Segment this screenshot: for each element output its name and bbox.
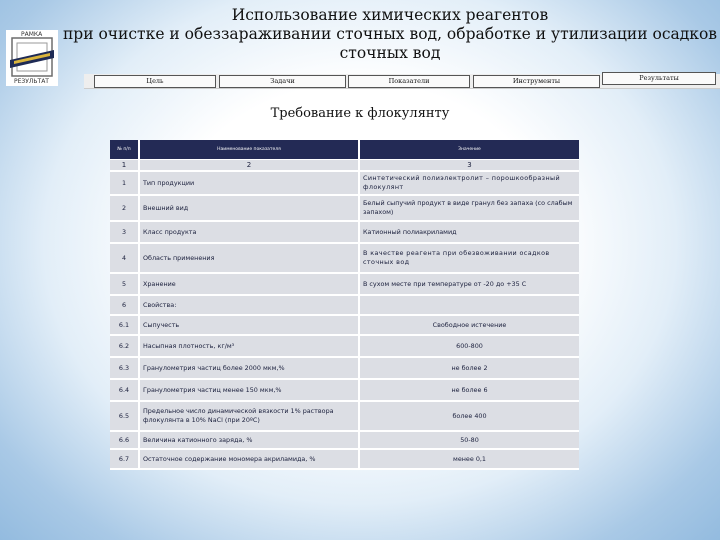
row-value: Синтетический полиэлектролит – порошкообразный флокулянт: [363, 174, 561, 191]
table-colnum-row: [110, 160, 579, 172]
row-num: 6.7: [110, 450, 140, 468]
row-name: Внешний вид: [140, 196, 360, 220]
row-name: Остаточное содержание мономера акриламида, %: [140, 450, 360, 468]
nav-goal-button[interactable]: Цель: [94, 75, 216, 88]
row-name: Хранение: [140, 274, 360, 294]
row-name: Гранулометрия частиц более 2000 мкм,%: [140, 358, 360, 378]
row-num: 6: [110, 296, 140, 314]
row-name: Предельное число динамической вязкости 1% раствора флокулянта в 10% NaCl (при 20ºС): [140, 402, 360, 430]
row-num: 5: [110, 274, 140, 294]
table-row: [110, 274, 579, 296]
table-row: [110, 316, 579, 336]
nav-indicators-button[interactable]: Показатели: [348, 75, 470, 88]
logo-top-text: РАМКА: [21, 31, 43, 38]
row-num: 1: [110, 172, 140, 194]
nav-results-button[interactable]: Результаты: [602, 72, 716, 85]
table-row: [110, 196, 579, 222]
section-title: Требование к флокулянту: [270, 106, 450, 121]
table-row: [110, 172, 579, 196]
nav-bar: [84, 74, 720, 89]
title-line-1: Использование химических реагентов: [231, 6, 549, 24]
row-value: В сухом месте при температуре от -20 до +35 С: [363, 279, 527, 288]
row-value: Белый сыпучий продукт в виде гранул без запаха (со слабым запахом): [363, 199, 573, 216]
logo-bottom-text: РЕЗУЛЬТАТ: [14, 78, 49, 85]
header-num: № п/п: [110, 140, 140, 159]
header-value: Значение: [458, 147, 481, 152]
row-num: 6.1: [110, 316, 140, 334]
row-value: более 400: [452, 411, 487, 420]
row-num: 6.5: [110, 402, 140, 430]
row-value: 50-80: [460, 435, 479, 444]
row-value: не более 2: [451, 363, 488, 372]
nav-tools-button[interactable]: Инструменты: [473, 75, 600, 88]
table-row: [110, 296, 579, 316]
row-name: Сыпучесть: [140, 316, 360, 334]
frame-result-logo: [6, 30, 58, 86]
row-num: 2: [110, 196, 140, 220]
table-header-row: [110, 140, 579, 160]
table-row: [110, 222, 579, 244]
colnum-1: 1: [110, 160, 140, 170]
colnum-3: 3: [467, 160, 472, 169]
row-name: Свойства:: [140, 296, 360, 314]
page-title: [60, 6, 720, 63]
colnum-2: 2: [140, 160, 360, 170]
row-num: 6.2: [110, 336, 140, 356]
row-value: [360, 296, 579, 314]
table-row: [110, 450, 579, 470]
row-num: 6.6: [110, 432, 140, 448]
row-name: Область применения: [140, 244, 360, 272]
row-name: Тип продукции: [140, 172, 360, 194]
requirements-table: [110, 140, 579, 470]
nav-tasks-button[interactable]: Задачи: [219, 75, 346, 88]
header-name: Наименование показателя: [140, 140, 360, 159]
row-value: не более 6: [451, 385, 488, 394]
row-name: Насыпная плотность, кг/м³: [140, 336, 360, 356]
title-line-3: сточных вод: [339, 44, 441, 62]
table-row: [110, 402, 579, 432]
row-num: 6.4: [110, 380, 140, 400]
row-name: Величина катионного заряда, %: [140, 432, 360, 448]
table-row: [110, 380, 579, 402]
row-num: 4: [110, 244, 140, 272]
row-name: Гранулометрия частиц менее 150 мкм,%: [140, 380, 360, 400]
row-value: Свободное истечение: [432, 320, 507, 329]
row-value: 600-800: [456, 341, 483, 350]
table-row: [110, 432, 579, 450]
row-num: 3: [110, 222, 140, 242]
row-num: 6.3: [110, 358, 140, 378]
row-value: менее 0,1: [453, 454, 486, 463]
row-value: В качестве реагента при обезвоживании осадков сточных вод: [363, 249, 550, 266]
title-line-2: при очистке и обеззараживании сточных вод, обработке и утилизации осадков: [62, 25, 718, 43]
table-row: [110, 336, 579, 358]
table-row: [110, 358, 579, 380]
row-value: Катионный полиакриламид: [363, 227, 457, 236]
row-name: Класс продукта: [140, 222, 360, 242]
table-row: [110, 244, 579, 274]
